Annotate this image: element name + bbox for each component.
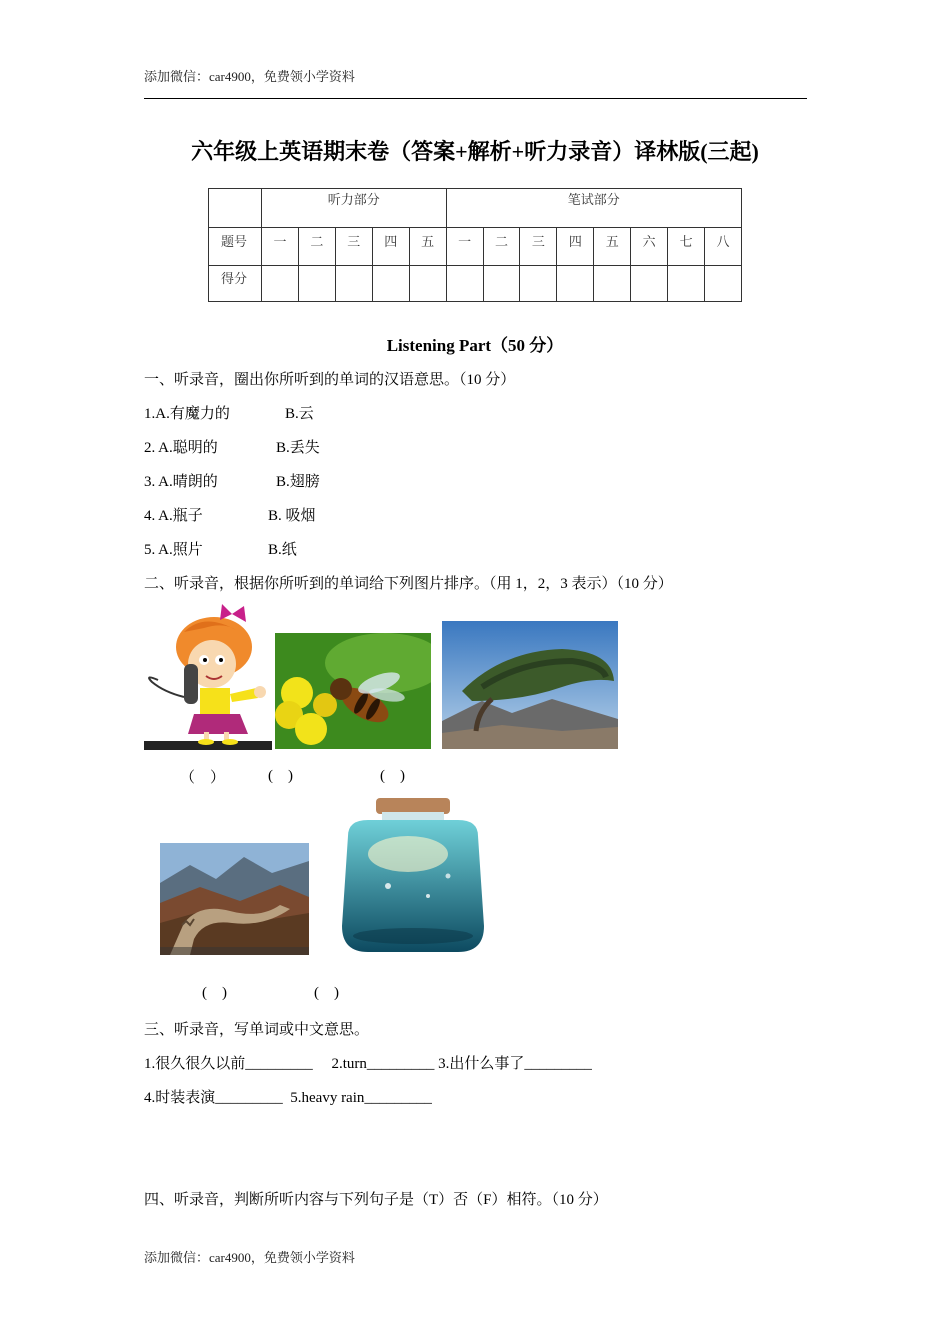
score-table-corner (209, 189, 262, 228)
score-table (208, 188, 742, 302)
glass-bottle-image (328, 796, 498, 954)
answer-paren-5[interactable]: ( ) (314, 985, 339, 1001)
s1-item-2-b: B.丢失 (276, 440, 320, 456)
score-cell[interactable] (409, 266, 446, 302)
answer-paren-4[interactable]: ( ) (202, 985, 227, 1001)
score-cell[interactable] (335, 266, 372, 302)
col-listening: 四 (372, 228, 409, 266)
col-writing: 一 (446, 228, 483, 266)
listening-header: 听力部分 (262, 189, 447, 228)
girl-phone-image (144, 602, 272, 750)
windy-tree-image (442, 621, 618, 749)
bee-image (275, 633, 431, 749)
header-divider (144, 98, 807, 99)
col-writing: 二 (483, 228, 520, 266)
col-writing: 八 (705, 228, 742, 266)
s1-item-1-b: B.云 (285, 406, 314, 422)
writing-header: 笔试部分 (446, 189, 741, 228)
s1-item-1-a: 1.A.有魔力的 (144, 406, 230, 422)
score-cell[interactable] (483, 266, 520, 302)
s1-item-5-b: B.纸 (268, 542, 297, 558)
col-writing: 三 (520, 228, 557, 266)
col-listening: 二 (298, 228, 335, 266)
section4-heading: 四、听录音，判断所听内容与下列句子是（T）否（F）相符。（10 分） (144, 1192, 608, 1208)
section2-heading: 二、听录音，根据你所听到的单词给下列图片排序。（用 1，2，3 表示）（10 分） (144, 576, 673, 592)
listening-part-title: Listening Part（50 分） (386, 336, 564, 355)
section1-heading: 一、听录音，圈出你所听到的单词的汉语意思。（10 分） (144, 372, 516, 388)
score-cell[interactable] (594, 266, 631, 302)
page-title: 六年级上英语期末卷（答案+解析+听力录音）译林版(三起) (191, 139, 759, 164)
header-note: 添加微信：car4900，免费领小学资料 (144, 69, 355, 84)
score-cell[interactable] (262, 266, 299, 302)
row-label-score: 得分 (209, 266, 262, 302)
col-listening: 一 (262, 228, 299, 266)
section3-line-2: 4.时装表演_________ 5.heavy rain_________ (144, 1090, 432, 1106)
score-cell[interactable] (372, 266, 409, 302)
great-wall-image (160, 843, 309, 955)
answer-paren-1[interactable]: （ ） (180, 770, 226, 786)
col-writing: 七 (668, 228, 705, 266)
row-label-number: 题号 (209, 228, 262, 266)
col-writing: 五 (594, 228, 631, 266)
s1-item-5-a: 5. A.照片 (144, 542, 203, 558)
s1-item-3-b: B.翅膀 (276, 474, 320, 490)
score-cell[interactable] (446, 266, 483, 302)
s1-item-3-a: 3. A.晴朗的 (144, 474, 218, 490)
col-writing: 六 (631, 228, 668, 266)
section3-heading: 三、听录音，写单词或中文意思。 (144, 1022, 370, 1038)
col-listening: 三 (335, 228, 372, 266)
col-listening: 五 (409, 228, 446, 266)
score-cell[interactable] (298, 266, 335, 302)
section3-line-1: 1.很久很久以前_________ 2.turn_________ 3.出什么事了_________ (144, 1056, 592, 1072)
score-cell[interactable] (668, 266, 705, 302)
col-writing: 四 (557, 228, 594, 266)
s1-item-2-a: 2. A.聪明的 (144, 440, 218, 456)
answer-paren-2[interactable]: ( ) (268, 768, 293, 784)
s1-item-4-b: B. 吸烟 (268, 508, 316, 524)
s1-item-4-a: 4. A.瓶子 (144, 508, 203, 524)
score-cell[interactable] (631, 266, 668, 302)
score-cell[interactable] (520, 266, 557, 302)
footer-note: 添加微信：car4900，免费领小学资料 (144, 1250, 355, 1265)
score-cell[interactable] (557, 266, 594, 302)
answer-paren-3[interactable]: ( ) (380, 768, 405, 784)
score-cell[interactable] (705, 266, 742, 302)
